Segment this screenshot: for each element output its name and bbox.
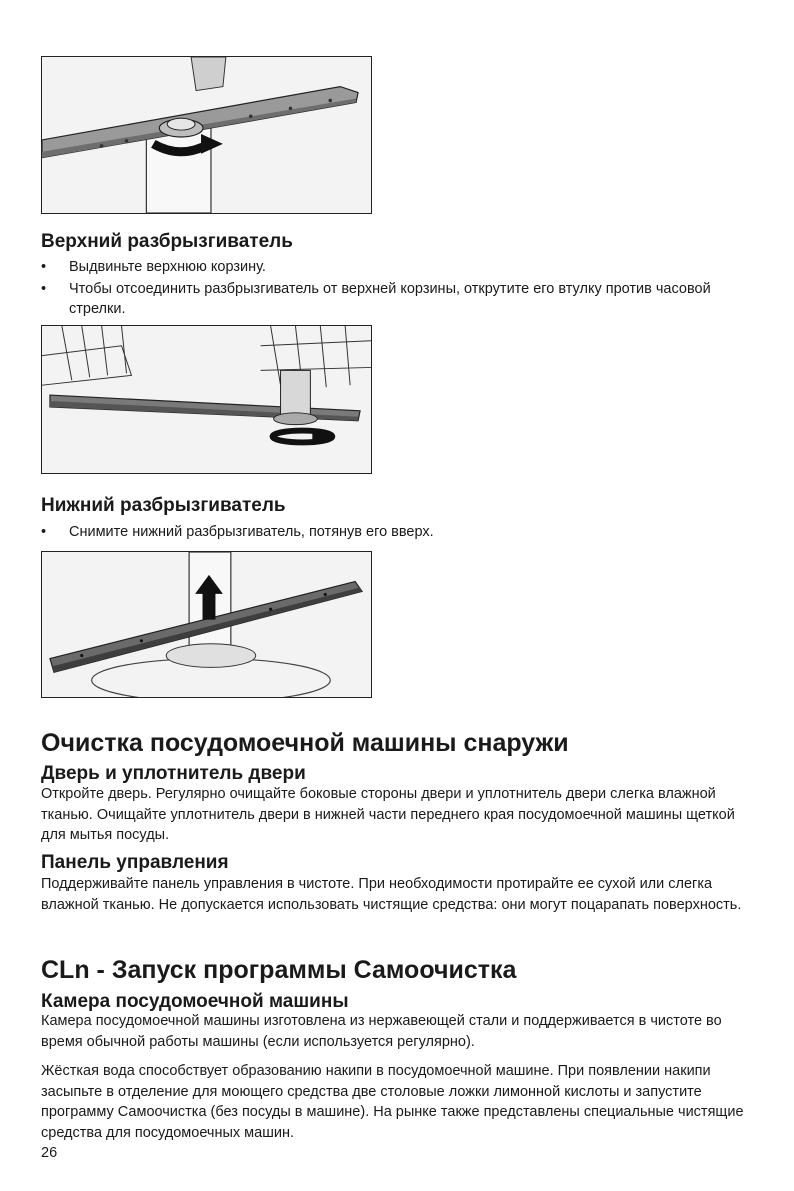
- lower-sprayer-steps: [41, 522, 741, 544]
- chamber-heading: Камера посудомоечной машины: [41, 991, 349, 1012]
- upper-sprayer-heading: Верхний разбрызгиватель: [41, 231, 293, 252]
- list-item: • Выдвиньте верхнюю корзину.: [41, 257, 741, 277]
- self-clean-title: CLn - Запуск программы Самоочистка: [41, 956, 517, 984]
- chamber-text-2: Жёсткая вода способствует образованию накипи в посудомоечной машине. При появлении накипи засыпьте в отделение для моющего средства две столовые ложки лимонной кислоты и запустите программу Самоочистка (без посуды в машине). На рынке также представлены специальные чистящие средства для посудомоечных машин.: [41, 1063, 744, 1141]
- page-number: 26: [41, 1145, 58, 1161]
- list-item: • Чтобы отсоединить разбрызгиватель от верхней корзины, открутите его втулку против часовой стрелки.: [41, 279, 741, 319]
- upper-sprayer-steps: [41, 257, 741, 321]
- lower-spray-arm-rotate-figure: [41, 325, 372, 474]
- lower-spray-arm-lift-figure: [41, 551, 372, 698]
- list-item: • Снимите нижний разбрызгиватель, потянув его вверх.: [41, 522, 741, 542]
- door-heading: Дверь и уплотнитель двери: [41, 763, 306, 784]
- control-panel-heading: Панель управления: [41, 852, 229, 873]
- chamber-text-1: Камера посудомоечной машины изготовлена из нержавеющей стали и поддерживается в чистоте во время обычной работы машины (если используется регулярно).: [41, 1013, 722, 1050]
- lower-sprayer-heading: Нижний разбрызгиватель: [41, 495, 286, 516]
- control-panel-text: Поддерживайте панель управления в чистоте. При необходимости протирайте ее сухой или слегка влажной тканью. Не допускается использовать чистящие средства: они могут поцарапать поверхность.: [41, 876, 742, 913]
- exterior-cleaning-title: Очистка посудомоечной машины снаружи: [41, 729, 569, 757]
- door-text: Откройте дверь. Регулярно очищайте боковые стороны двери и уплотнитель двери слегка влажной тканью. Очищайте уплотнитель двери в нижней части переднего края посудомоечной машины щеткой для мытья посуды.: [41, 786, 735, 843]
- upper-spray-arm-figure: [41, 56, 372, 214]
